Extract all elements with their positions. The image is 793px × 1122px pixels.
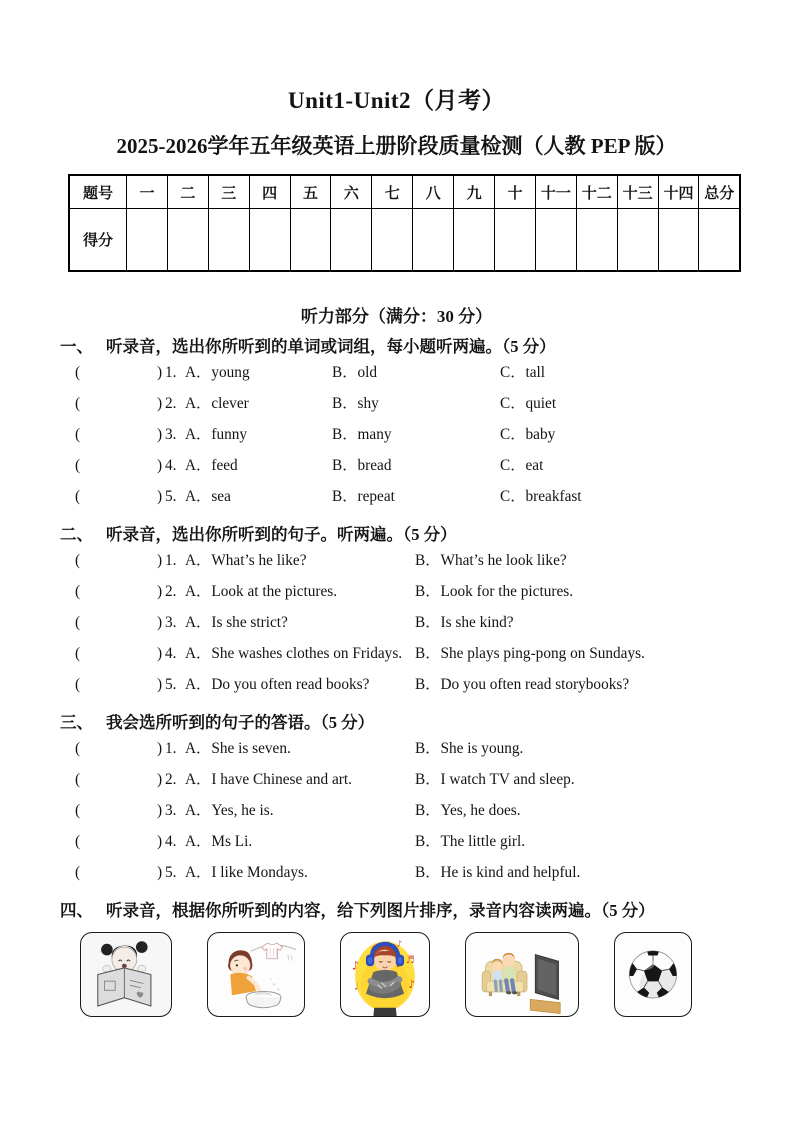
- score-column-header: 总分: [699, 175, 740, 209]
- option-b: B．Do you often read storybooks?: [415, 676, 630, 693]
- answer-blank-open-paren: (: [75, 676, 81, 693]
- score-blank-cell: [127, 209, 168, 272]
- option-b: B．What’s he look like?: [415, 552, 567, 569]
- section-title: 我会选所听到的句子的答语。（5 分）: [106, 713, 375, 732]
- score-blank-cell: [372, 209, 413, 272]
- answer-blank-close-paren: ): [157, 395, 163, 412]
- answer-blank-close-paren: ): [157, 614, 163, 631]
- picture-football: [614, 932, 692, 1017]
- answer-blank-close-paren: ): [157, 771, 163, 788]
- score-column-header: 一: [127, 175, 168, 209]
- question-number: 4.: [165, 833, 177, 850]
- score-blank-cell: [495, 209, 536, 272]
- option-b: B．shy: [332, 395, 379, 412]
- score-blank-cell: [699, 209, 740, 272]
- question-number: 3.: [165, 614, 177, 631]
- listening-section-heading: 听力部分（满分：30 分）: [300, 307, 493, 326]
- option-c: C．breakfast: [500, 488, 582, 505]
- answer-blank-close-paren: ): [157, 802, 163, 819]
- option-b: B．Yes, he does.: [415, 802, 521, 819]
- score-column-header: 十二: [576, 175, 617, 209]
- section-1-question-3: [60, 422, 733, 453]
- option-c: C．quiet: [500, 395, 557, 412]
- option-a: A．funny: [185, 426, 248, 443]
- kids-watching-tv-illustration: [466, 933, 578, 1016]
- answer-blank-close-paren: ): [157, 645, 163, 662]
- section-3-question-4: [60, 829, 733, 860]
- option-b: B．I watch TV and sleep.: [415, 771, 575, 788]
- option-b: B．She plays ping-pong on Sundays.: [415, 645, 645, 662]
- page-title: Unit1-Unit2（月考）: [287, 88, 506, 113]
- option-a: A．sea: [185, 488, 231, 505]
- question-number: 2.: [165, 583, 177, 600]
- answer-blank-close-paren: ): [157, 552, 163, 569]
- option-b: B．She is young.: [415, 740, 524, 757]
- score-blank-cell: [535, 209, 576, 272]
- option-a: A．young: [185, 364, 250, 381]
- option-b: B．bread: [332, 457, 392, 474]
- option-a: A．I have Chinese and art.: [185, 771, 352, 788]
- score-blank-cell: [208, 209, 249, 272]
- score-blank-cell: [249, 209, 290, 272]
- score-blank-cell: [658, 209, 699, 272]
- answer-blank-open-paren: (: [75, 552, 81, 569]
- option-c: C．eat: [500, 457, 544, 474]
- section-2-question-3: [60, 610, 733, 641]
- answer-blank-close-paren: ): [157, 583, 163, 600]
- answer-blank-close-paren: ): [157, 488, 163, 505]
- question-number: 4.: [165, 645, 177, 662]
- score-column-header: 十四: [658, 175, 699, 209]
- option-b: B．old: [332, 364, 378, 381]
- question-sections: [60, 330, 733, 891]
- section-3-question-2: [60, 767, 733, 798]
- answer-blank-close-paren: ): [157, 364, 163, 381]
- score-column-header: 八: [413, 175, 454, 209]
- score-row-label: 得分: [69, 209, 127, 272]
- answer-blank-open-paren: (: [75, 802, 81, 819]
- section-2-question-4: [60, 641, 733, 672]
- svg-text:♪: ♪: [408, 977, 416, 991]
- section-1-question-1: [60, 360, 733, 391]
- section-3-question-5: [60, 860, 733, 891]
- answer-blank-open-paren: (: [75, 488, 81, 505]
- option-a: A．Is she strict?: [185, 614, 288, 631]
- answer-blank-open-paren: (: [75, 426, 81, 443]
- question-number: 3.: [165, 426, 177, 443]
- answer-blank-open-paren: (: [75, 395, 81, 412]
- section-1: [60, 330, 733, 515]
- option-a: A．She is seven.: [185, 740, 291, 757]
- option-a: A．She washes clothes on Fridays.: [185, 645, 403, 662]
- score-column-header: 十三: [617, 175, 658, 209]
- score-blank-cell: [167, 209, 208, 272]
- answer-blank-close-paren: ): [157, 457, 163, 474]
- question-number: 5.: [165, 676, 177, 693]
- picture-boy-listening-to-music: [340, 932, 430, 1017]
- picture-boy-washing-clothes: [207, 932, 305, 1017]
- answer-blank-open-paren: (: [75, 364, 81, 381]
- option-c: C．baby: [500, 426, 556, 443]
- answer-blank-open-paren: (: [75, 864, 81, 881]
- answer-blank-open-paren: (: [75, 740, 81, 757]
- option-c: C．tall: [500, 364, 546, 381]
- section-1-question-2: [60, 391, 733, 422]
- section-1-question-5: [60, 484, 733, 515]
- section-3: [60, 706, 733, 891]
- section-2-question-1: [60, 548, 733, 579]
- answer-blank-open-paren: (: [75, 614, 81, 631]
- option-a: A．Ms Li.: [185, 833, 253, 850]
- option-a: A．Yes, he is.: [185, 802, 274, 819]
- score-blank-cell: [617, 209, 658, 272]
- option-b: B．repeat: [332, 488, 395, 505]
- score-blank-cell: [331, 209, 372, 272]
- option-a: A．What’s he like?: [185, 552, 307, 569]
- answer-blank-close-paren: ): [157, 864, 163, 881]
- score-column-header: 五: [290, 175, 331, 209]
- question-number: 4.: [165, 457, 177, 474]
- score-table: [68, 174, 741, 272]
- answer-blank-open-paren: (: [75, 833, 81, 850]
- svg-text:♬: ♬: [405, 954, 415, 966]
- option-a: A．clever: [185, 395, 249, 412]
- svg-text:♩: ♩: [354, 982, 359, 993]
- option-b: B．The little girl.: [415, 833, 526, 850]
- question-number: 2.: [165, 771, 177, 788]
- option-a: A．I like Mondays.: [185, 864, 308, 881]
- score-blank-cell: [290, 209, 331, 272]
- question-number: 5.: [165, 864, 177, 881]
- score-column-header: 九: [454, 175, 495, 209]
- section-1-question-4: [60, 453, 733, 484]
- section-number: 二、: [60, 525, 93, 544]
- answer-blank-open-paren: (: [75, 457, 81, 474]
- option-a: A．Look at the pictures.: [185, 583, 338, 600]
- answer-blank-open-paren: (: [75, 583, 81, 600]
- score-column-header: 二: [167, 175, 208, 209]
- question-number: 1.: [165, 364, 177, 381]
- option-b: B．Look for the pictures.: [415, 583, 574, 600]
- answer-blank-close-paren: ): [157, 740, 163, 757]
- question-number: 1.: [165, 740, 177, 757]
- question-number: 3.: [165, 802, 177, 819]
- question-number: 1.: [165, 552, 177, 569]
- option-b: B．many: [332, 426, 392, 443]
- section-title: 听录音，选出你所听到的单词或词组，每小题听两遍。（5 分）: [106, 337, 556, 356]
- boy-listening-to-music-illustration: [341, 933, 429, 1016]
- boy-washing-clothes-illustration: [208, 933, 304, 1016]
- option-a: A．Do you often read books?: [185, 676, 370, 693]
- section-number: 三、: [60, 713, 93, 732]
- score-column-header: 十一: [535, 175, 576, 209]
- svg-text:♪: ♪: [351, 958, 360, 973]
- picture-girl-reading-book: [80, 932, 172, 1017]
- football-illustration: [615, 933, 691, 1016]
- score-blank-cell: [454, 209, 495, 272]
- answer-blank-close-paren: ): [157, 833, 163, 850]
- score-blank-cell: [576, 209, 617, 272]
- section-title: 听录音，根据你所听到的内容，给下列图片排序，录音内容读两遍。（5 分）: [106, 901, 655, 920]
- answer-blank-close-paren: ): [157, 426, 163, 443]
- option-a: A．feed: [185, 457, 238, 474]
- section-2-question-5: [60, 672, 733, 703]
- section-2-question-2: [60, 579, 733, 610]
- option-b: B．Is she kind?: [415, 614, 514, 631]
- question-number: 5.: [165, 488, 177, 505]
- svg-text:♪: ♪: [396, 938, 402, 949]
- score-column-header: 十: [495, 175, 536, 209]
- page-subtitle: 2025-2026学年五年级英语上册阶段质量检测（人教 PEP 版）: [116, 134, 677, 158]
- question-number-header: 题号: [69, 175, 127, 209]
- score-column-header: 四: [249, 175, 290, 209]
- score-column-header: 七: [372, 175, 413, 209]
- section-3-question-1: [60, 736, 733, 767]
- score-column-header: 六: [331, 175, 372, 209]
- picture-row: [80, 932, 692, 1017]
- answer-blank-close-paren: ): [157, 676, 163, 693]
- question-number: 2.: [165, 395, 177, 412]
- picture-kids-watching-tv: [465, 932, 579, 1017]
- answer-blank-open-paren: (: [75, 645, 81, 662]
- section-3-question-3: [60, 798, 733, 829]
- girl-reading-book-illustration: [81, 933, 171, 1016]
- section-4: [60, 894, 733, 1017]
- answer-blank-open-paren: (: [75, 771, 81, 788]
- section-title: 听录音，选出你所听到的句子。听两遍。（5 分）: [106, 525, 457, 544]
- score-column-header: 三: [208, 175, 249, 209]
- section-number: 一、: [60, 337, 93, 356]
- option-b: B．He is kind and helpful.: [415, 864, 581, 881]
- score-blank-cell: [413, 209, 454, 272]
- section-number: 四、: [60, 901, 93, 920]
- section-2: [60, 518, 733, 703]
